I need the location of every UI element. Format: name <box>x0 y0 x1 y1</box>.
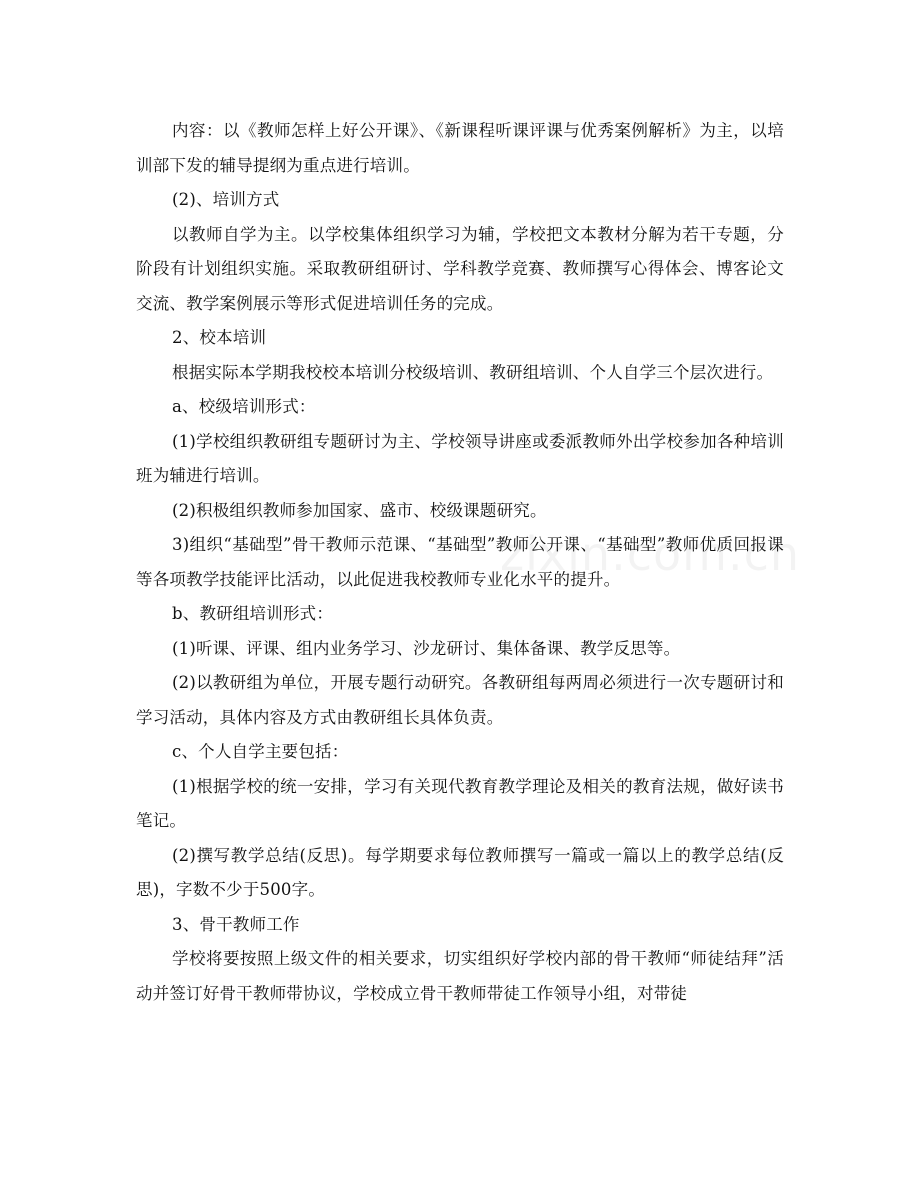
paragraph-personal-item-2: (2)撰写教学总结(反思)。每学期要求每位教师撰写一篇或一篇以上的教学总结(反思)，字数不少于500字。 <box>136 845 784 899</box>
document-body <box>136 114 784 1011</box>
paragraph-content-intro: 内容：以《教师怎样上好公开课》、《新课程听课评课与优秀案例解析》为主，以培训部下发的辅导提纲为重点进行培训。 <box>136 121 784 175</box>
paragraph-personal-item-1: (1)根据学校的统一安排，学习有关现代教育教学理论及相关的教育法规，做好读书笔记。 <box>136 776 784 830</box>
paragraph-training-levels: 根据实际本学期我校校本培训分校级培训、教研组培训、个人自学三个层次进行。 <box>172 362 774 382</box>
heading-school-based-training: 2、校本培训 <box>172 328 267 347</box>
heading-training-method: (2)、培训方式 <box>172 190 280 209</box>
paragraph-group-item-2: (2)以教研组为单位，开展专题行动研究。各教研组每两周必须进行一次专题研讨和学习活动，具体内容及方式由教研组长具体负责。 <box>136 673 784 727</box>
paragraph-school-item-2: (2)积极组织教师参加国家、盛市、校级课题研究。 <box>172 500 547 520</box>
heading-backbone-teachers: 3、骨干教师工作 <box>172 914 300 934</box>
paragraph-school-item-3: 3)组织“基础型”骨干教师示范课、“基础型”教师公开课、“基础型”教师优质回报课等各项教学技能评比活动，以此促进我校教师专业化水平的提升。 <box>136 535 784 589</box>
heading-personal-study: c、个人自学主要包括： <box>172 742 349 761</box>
paragraph-group-item-1: (1)听课、评课、组内业务学习、沙龙研讨、集体备课、教学反思等。 <box>172 638 681 658</box>
paragraph-backbone-work: 学校将要按照上级文件的相关要求，切实组织好学校内部的骨干教师“师徒结拜”活动并签订好骨干教师带协议，学校成立骨干教师带徒工作领导小组，对带徒 <box>136 949 784 1003</box>
heading-research-group-form: b、教研组培训形式： <box>172 604 334 623</box>
heading-school-level-form: a、校级培训形式： <box>172 397 316 416</box>
paragraph-school-item-1: (1)学校组织教研组专题研讨为主、学校领导讲座或委派教师外出学校参加各种培训班为辅进行培训。 <box>136 431 784 485</box>
paragraph-self-study: 以教师自学为主。以学校集体组织学习为辅，学校把文本教材分解为若干专题，分阶段有计划组织实施。采取教研组研讨、学科教学竞赛、教师撰写心得体会、博客论文交流、教学案例展示等形式促进培训任务的完成。 <box>136 224 784 313</box>
